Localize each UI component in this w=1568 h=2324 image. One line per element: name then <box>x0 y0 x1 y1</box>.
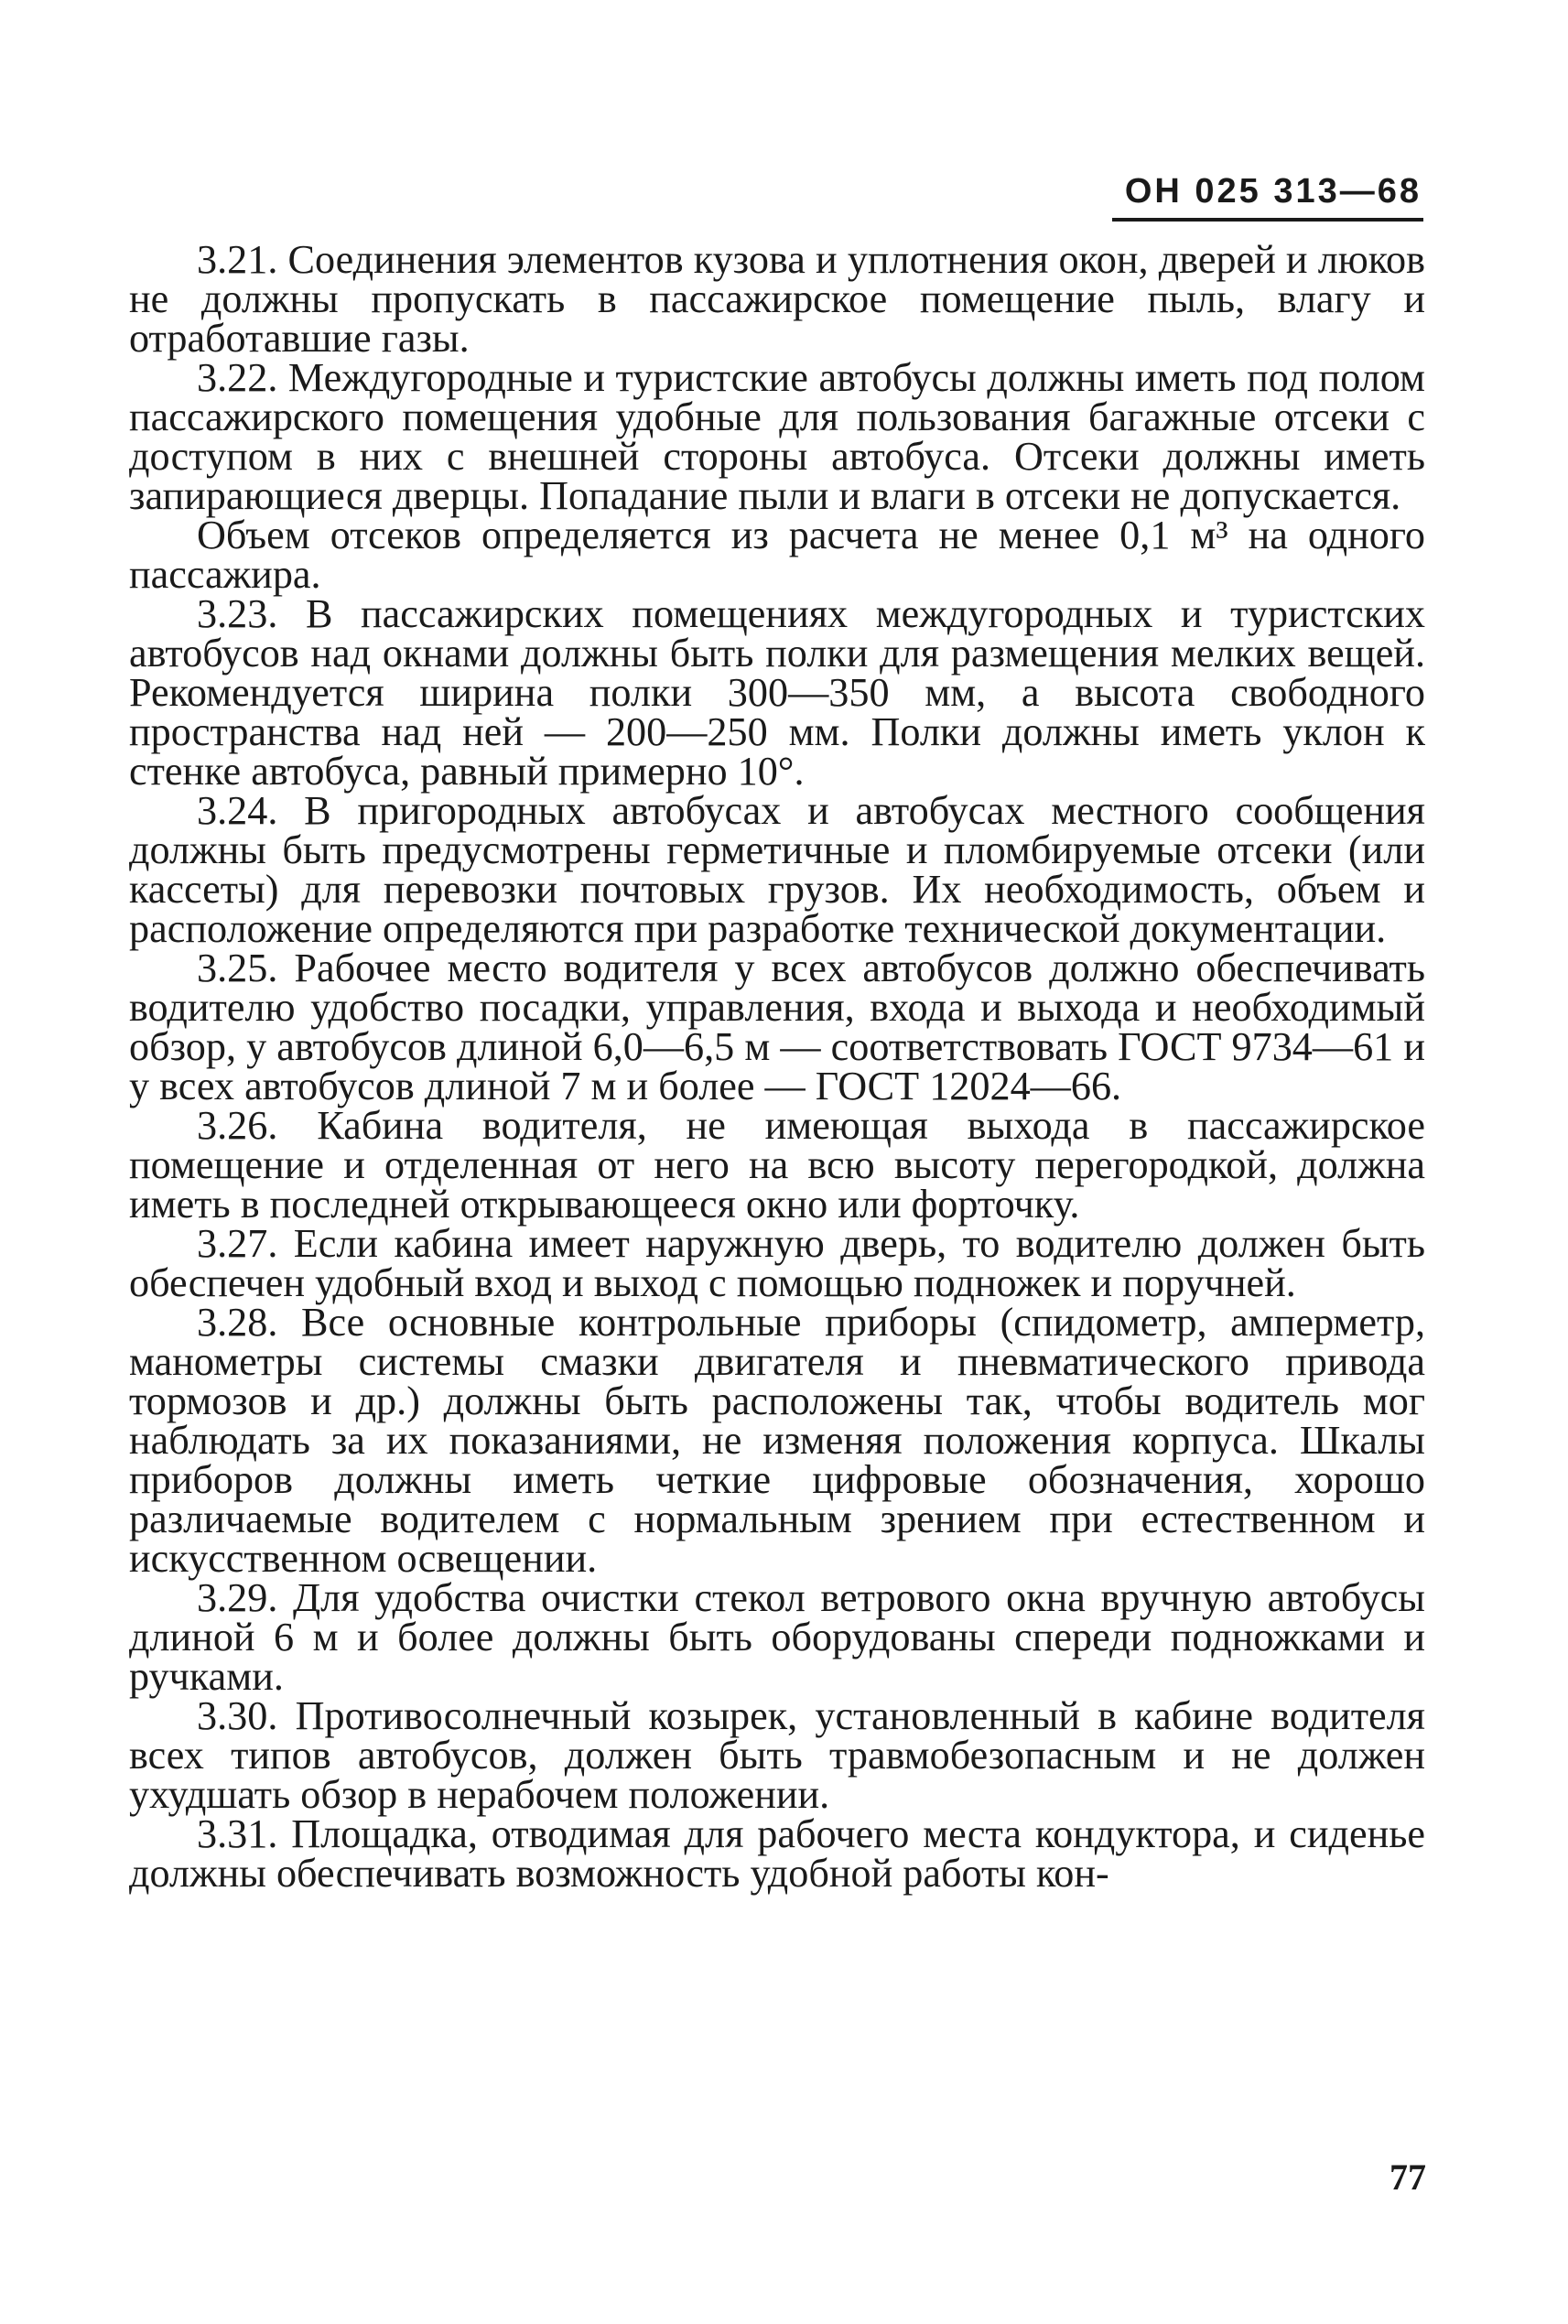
paragraph-3-30: 3.30. Противосолнечный козырек, установленный в кабине водителя всех типов автобусов, должен быть травмобезопасным и не должен ухудшать обзор в нерабочем положении. <box>129 1693 1425 1817</box>
paragraph-3-22: 3.22. Междугородные и туристские автобусы должны иметь под полом пассажирского помещения удобные для пользования багажные отсеки с доступом в них с внешней стороны автобуса. Отсеки должны иметь запирающиеся дверцы. Попадание пыли и влаги в отсеки не допускается. <box>129 355 1425 518</box>
paragraph-3-27: 3.27. Если кабина имеет наружную дверь, то водителю должен быть обеспечен удобный вход и выход с помощью подножек и поручней. <box>129 1221 1425 1305</box>
paragraph-3-25: 3.25. Рабочее место водителя у всех автобусов должно обеспечивать водителю удобство посадки, управления, входа и выхода и необходимый обзор, у автобусов длиной 6,0—6,5 м — соответствовать ГОСТ 9734—61 и у всех автобусов длиной 7 м и более — ГОСТ 12024—66. <box>129 946 1425 1108</box>
page-number: 77 <box>1390 2156 1426 2198</box>
paragraph-3-28: 3.28. Все основные контрольные приборы (спидометр, амперметр, манометры системы смазки двигателя и пневматического привода тормозов и др.) должны быть расположены так, чтобы водитель мог наблюдать за их показаниями, не изменяя положения корпуса. Шкалы приборов должны иметь четкие цифровые обозначения, хорошо различаемые водителем с нормальным зрением при естественном и искусственном освещении. <box>129 1300 1425 1581</box>
document-code-header: ОН 025 313—68 <box>1124 172 1422 211</box>
paragraph-3-21: 3.21. Соединения элементов кузова и уплотнения окон, дверей и люков не должны пропускать в пассажирское помещение пыль, влагу и отработавшие газы. <box>129 237 1425 361</box>
paragraph-3-22-volume: Объем отсеков определяется из расчета не менее 0,1 м³ на одного пассажира. <box>129 513 1425 597</box>
paragraph-3-26: 3.26. Кабина водителя, не имеющая выхода в пассажирское помещение и отделенная от него на всю высоту перегородкой, должна иметь в последней открывающееся окно или форточку. <box>129 1103 1425 1227</box>
header-rule <box>1112 218 1423 222</box>
paragraph-3-23: 3.23. В пассажирских помещениях междугородных и туристских автобусов над окнами должны быть полки для размещения мелких вещей. Рекомендуется ширина полки 300—350 мм, а высота свободного пространства над ней — 200—250 мм. Полки должны иметь уклон к стенке автобуса, равный примерно 10°. <box>129 591 1425 794</box>
paragraph-3-31: 3.31. Площадка, отводимая для рабочего места кондуктора, и сиденье должны обеспечивать возможность удобной работы кон- <box>129 1811 1425 1896</box>
body-text <box>129 237 1425 1896</box>
paragraph-3-29: 3.29. Для удобства очистки стекол ветрового окна вручную автобусы длиной 6 м и более должны быть оборудованы спереди подножками и ручками. <box>129 1575 1425 1699</box>
paragraph-3-24: 3.24. В пригородных автобусах и автобусах местного сообщения должны быть предусмотрены герметичные и пломбируемые отсеки (или кассеты) для перевозки почтовых грузов. Их необходимость, объем и расположение определяются при разработке технической документации. <box>129 788 1425 951</box>
